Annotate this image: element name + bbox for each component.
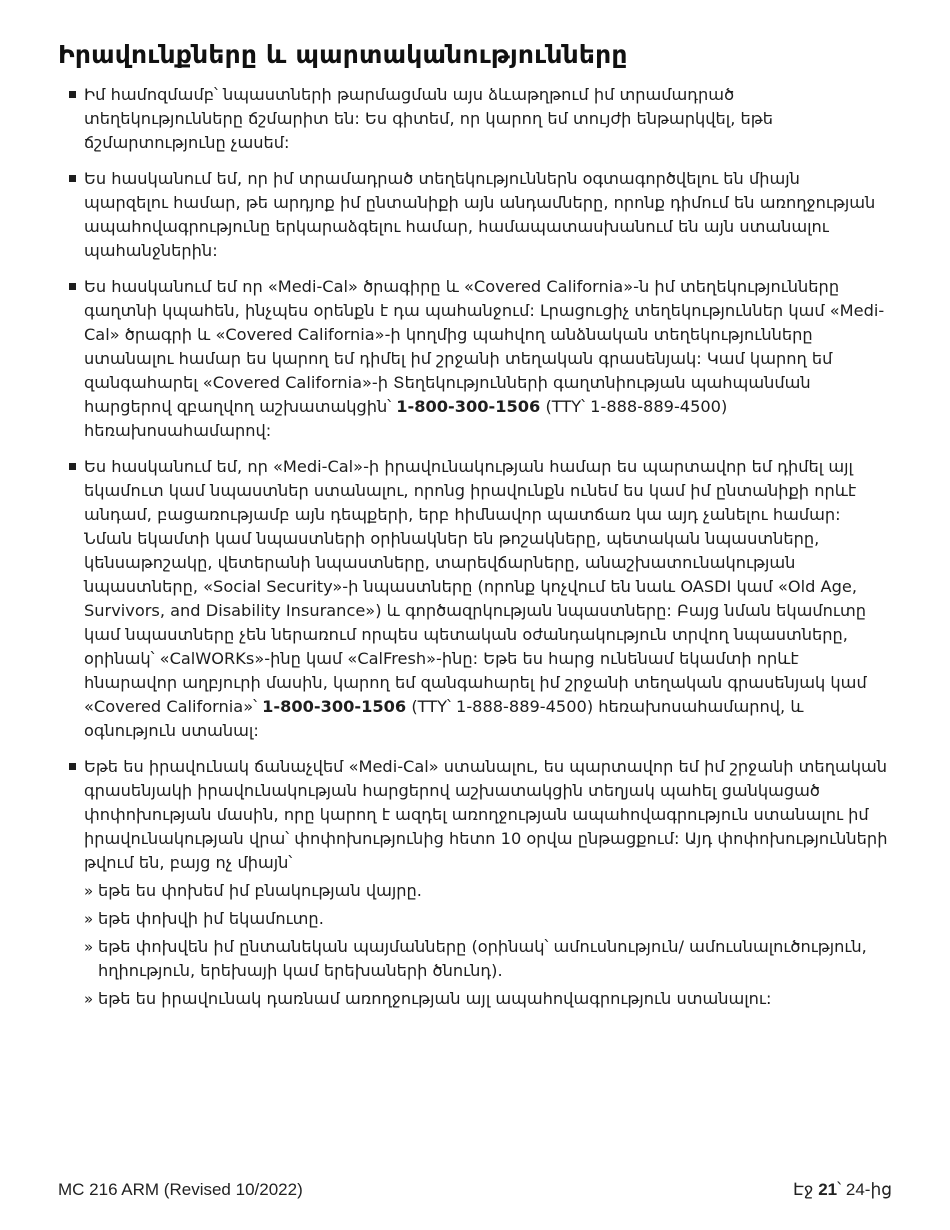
item-text: Ես հասկանում եմ որ «Medi-Cal» ծրագիրը և «Covered California»-ն իմ տեղեկությունները գաղտնի կպահեն, ինչպես օրենքն է դա պահանջում: Լրացուցիչ տեղեկություններ կամ «Medi-Cal» ծրագրի և «Covered California»-ի կողմից պահվող անձնական տեղեկությունները ստանալու համար ես կարող եմ դիմել իմ շրջանի տեղական գրասենյակ: Կամ կարող եմ զանգահարել «Covered California»-ի Տեղեկությունների գաղտնիության պահպանման հարցերով զբաղվող աշխատակցին՝ (84, 277, 885, 416)
sublist-item: » եթե ես իրավունակ դառնամ առողջության այլ ապահովագրություն ստանալու: (84, 987, 888, 1011)
form-id: MC 216 ARM (Revised 10/2022) (58, 1180, 303, 1199)
sublist-item: » եթե փոխվի իմ եկամուտը. (84, 907, 888, 931)
page-suffix: ՝ 24-ից (837, 1180, 892, 1199)
page-indicator (793, 1180, 892, 1200)
item-text: Ես հասկանում եմ, որ «Medi-Cal»-ի իրավունակության համար ես պարտավոր եմ դիմել այլ եկամուտ կամ նպաստներ ստանալու, որոնց իրավունքն ունեմ ես կամ իմ ընտանիքի որևէ անդամ, բացառությամբ այն դեպքերի, երբ հիմնավոր պատճառ կա այդ չանելու համար: Նման եկամտի կամ նպաստների օրինակներ են թոշակները, պետական նպաստները, կենսաթոշակը, վետերանի նպաստները, տարեվճարները, անաշխատունակության նպաստները, «Social Security»-ի նպաստները (որոնք կոչվում են նաև OASDI կամ «Old Age, Survivors, and Disability Insurance») և գործազրկության նպաստները: Բայց նման եկամուտը կամ նպաստները չեն ներառում որպես պետական օժանդակություն տրվող նպաստները, օրինակ՝ «CalWORKs»-ինը կամ «CalFresh»-ինը: Եթե ես հարց ունենամ եկամտի որևէ հնարավոր աղբյուրի մասին, կարող եմ զանգահարել իմ շրջանի տեղական գրասենյակ կամ «Covered California»՝ (84, 457, 867, 716)
document-page (58, 40, 888, 1023)
page-title: Իրավունքները և պարտականությունները (58, 40, 628, 69)
page-prefix: Էջ (793, 1180, 819, 1199)
page-footer (58, 1180, 892, 1202)
phone-number: 1-800-300-1506 (396, 397, 541, 416)
sublist-item: » եթե փոխվեն իմ ընտանեկան պայմանները (օրինակ՝ ամուսնություն/ ամուսնալուծություն, հղիություն, երեխայի կամ երեխաների ծնունդ). (84, 935, 888, 983)
changes-sublist (84, 879, 888, 1011)
list-item (58, 83, 888, 155)
item-text: Ես հասկանում եմ, որ իմ տրամադրած տեղեկություններն օգտագործվելու են միայն պարզելու համար, թե արդյոք իմ ընտանիքի այն անդամները, որոնք դիմում են առողջության ապահովագրությունը երկարաձգելու համար, համապատասխանում են այն ստանալու պահանջներին: (84, 169, 876, 260)
list-item (58, 167, 888, 263)
sublist-item: » եթե ես փոխեմ իմ բնակության վայրը. (84, 879, 888, 903)
page-number: 21 (818, 1180, 838, 1199)
item-text: Եթե ես իրավունակ ճանաչվեմ «Medi-Cal» ստանալու, ես պարտավոր եմ իմ շրջանի տեղական գրասենյակի իրավունակության հարցերով աշխատակցին տեղյակ պահել ցանկացած փոփոխության մասին, որը կարող է ազդել առողջության ապահովագրություն ստանալու իմ իրավունակության վրա՝ փոփոխությունից հետո 10 օրվա ընթացքում: Այդ փոփոխությունների թվում են, բայց ոչ միայն՝ (84, 757, 888, 872)
item-text: (TTY՝ 1-888-889-4500) հեռախոսահամարով: (84, 397, 728, 440)
item-text: (TTY՝ 1-888-889-4500) հեռախոսահամարով, և օգնություն ստանալ: (84, 697, 804, 740)
list-item (58, 275, 888, 443)
list-item (58, 455, 888, 743)
item-text: Իմ համոզմամբ՝ նպաստների թարմացման այս ձևաթղթում իմ տրամադրած տեղեկությունները ճշմարիտ են: Ես գիտեմ, որ կարող եմ տույժի ենթարկվել, եթե ճշմարտությունը չասեմ: (84, 85, 773, 152)
phone-number: 1-800-300-1506 (262, 697, 407, 716)
list-item (58, 755, 888, 1011)
rights-list (58, 83, 888, 1011)
